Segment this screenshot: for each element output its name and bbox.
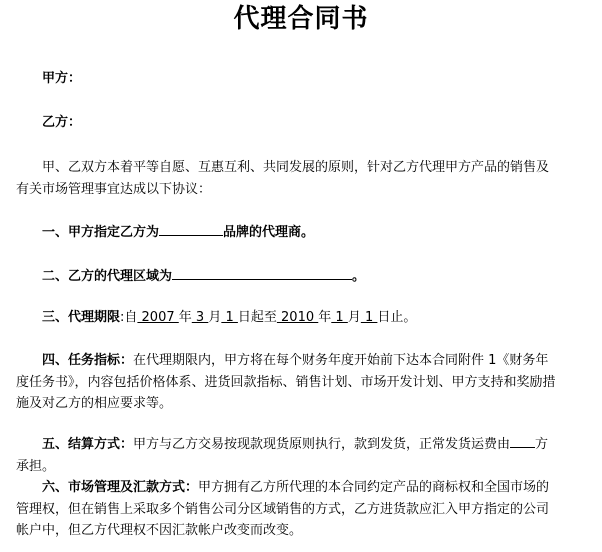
clause-1-text: 一、甲方指定乙方为	[42, 225, 160, 240]
clause-6-body: 甲方拥有乙方所代理的本合同约定产品的商标权和全国市场的管理权，但在销售上采取多个销售公司分区域销售的方式，乙方进货款应汇入甲方指定的公司帐户中，但乙方代理权不因汇款帐户改变而改变。	[16, 480, 550, 538]
from-label: :自	[120, 310, 138, 325]
clause-2-suffix: 。	[352, 269, 366, 284]
clause-4-heading: 四、任务指标：	[42, 353, 134, 368]
clause-5-body: 甲方与乙方交易按现款现货原则执行，款到发货，正常发货运费由	[133, 437, 511, 452]
year-label: 年	[318, 310, 332, 325]
brand-blank[interactable]	[159, 222, 223, 236]
clause-5-heading: 五、结算方式：	[42, 437, 134, 452]
year-label: 年	[178, 310, 192, 325]
clause-2-text: 二、乙方的代理区域为	[42, 269, 173, 284]
clause-6-heading: 六、市场管理及汇款方式：	[42, 480, 199, 495]
month-label: 月	[208, 310, 222, 325]
clause-1-suffix: 品牌的代理商。	[223, 225, 315, 240]
clause-4	[16, 350, 561, 415]
clause-2	[42, 266, 587, 288]
party-b-label: 乙方：	[42, 115, 82, 130]
month-label: 月	[347, 310, 361, 325]
document-title: 代理合同书	[233, 4, 369, 34]
clause-6	[16, 477, 561, 542]
region-blank[interactable]	[172, 266, 352, 280]
clause-4-body: 在代理期限内，甲方将在每个财务年度开始前下达本合同附件 1《财务年度任务书》，内容包括价格体系、进货回款指标、销售计划、市场开发计划、甲方支持和奖励措施及对乙方的相应要求等。	[16, 353, 556, 411]
end-day[interactable]: 1	[360, 310, 378, 325]
preamble: 甲、乙双方本着平等自愿、互惠互利、共同发展的原则，针对乙方代理甲方产品的销售及有关市场管理事宜达成以下协议：	[16, 160, 550, 197]
clause-3	[42, 307, 587, 329]
start-day[interactable]: 1	[221, 310, 238, 325]
party-a-label: 甲方：	[42, 71, 82, 86]
clause-5-suffix: 方承担。	[16, 437, 549, 474]
clause-5	[16, 434, 561, 477]
clause-3-heading: 三、代理期限	[42, 310, 121, 325]
end-label: 日止。	[377, 310, 417, 325]
start-month[interactable]: 3	[191, 310, 209, 325]
end-month[interactable]: 1	[331, 310, 348, 325]
freight-party-blank[interactable]	[510, 434, 535, 448]
end-year[interactable]: 2010	[276, 310, 319, 325]
start-year[interactable]: 2007	[137, 310, 179, 325]
day-from-label: 日起至	[237, 310, 277, 325]
clause-1	[42, 222, 587, 244]
